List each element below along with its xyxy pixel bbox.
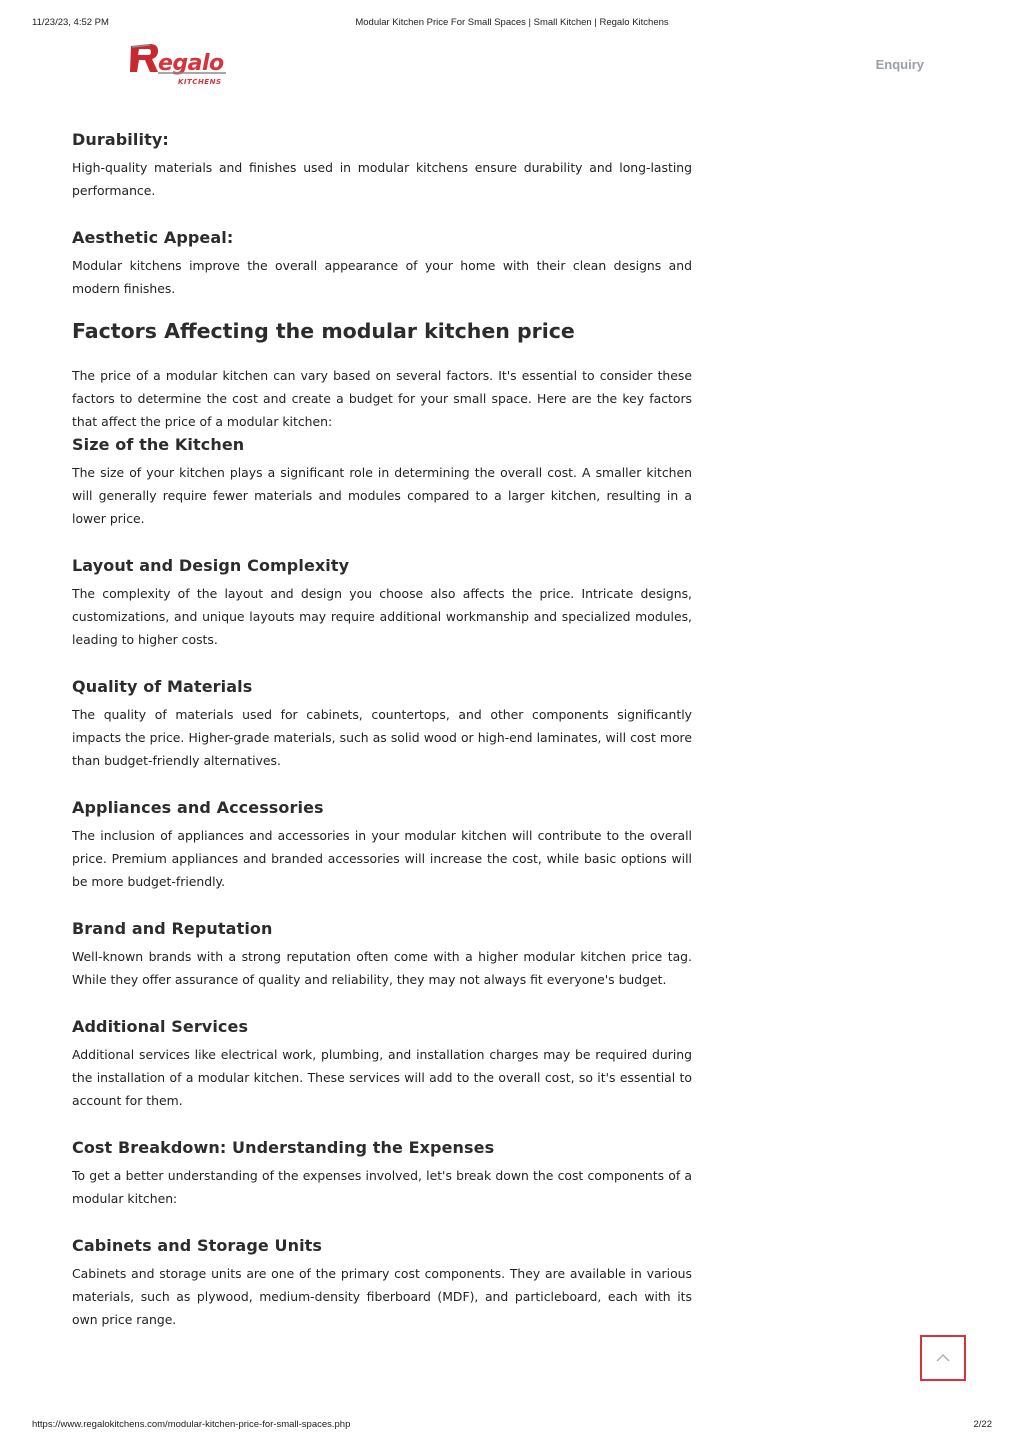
cost-breakdown [72, 1136, 692, 1210]
print-datetime: 11/23/23, 4:52 PM [32, 17, 109, 28]
section-text: High-quality materials and finishes used in modular kitchens ensure durability and long-lasting performance. [72, 160, 692, 198]
section-text: Modular kitchens improve the overall appearance of your home with their clean designs and modern finishes. [72, 258, 692, 296]
factor-brand [72, 917, 692, 991]
section-title: Additional Services [72, 1017, 249, 1036]
section-title: Aesthetic Appeal: [72, 228, 234, 247]
factors-heading: Factors Affecting the modular kitchen price [72, 319, 575, 343]
print-page-number: 2/22 [973, 1419, 992, 1430]
print-url: https://www.regalokitchens.com/modular-kitchen-price-for-small-spaces.php [32, 1419, 351, 1430]
svg-text:KITCHENS: KITCHENS [178, 78, 222, 86]
section-title: Appliances and Accessories [72, 798, 324, 817]
print-header [32, 17, 992, 31]
section-title: Cabinets and Storage Units [72, 1236, 323, 1255]
section-text: Additional services like electrical work, plumbing, and installation charges may be required during the installation of a modular kitchen. These services will add to the overall cost, so it's essential to account for them. [72, 1047, 692, 1108]
benefit-durability [72, 128, 692, 202]
factor-materials [72, 675, 692, 772]
section-text: The quality of materials used for cabinets, countertops, and other components significantly impacts the price. Higher-grade materials, such as solid wood or high-end laminates, will cost more than budget-friendly alternatives. [72, 707, 692, 768]
chevron-up-icon [935, 1353, 951, 1363]
article-content [72, 128, 692, 1355]
section-title: Cost Breakdown: Understanding the Expenses [72, 1138, 495, 1157]
section-title: Quality of Materials [72, 677, 253, 696]
section-text: The size of your kitchen plays a significant role in determining the overall cost. A smaller kitchen will generally require fewer materials and modules compared to a larger kitchen, resulting in a lower price. [72, 465, 692, 526]
svg-text:egalo: egalo [158, 51, 224, 76]
print-page-title: Modular Kitchen Price For Small Spaces | Small Kitchen | Regalo Kitchens [355, 17, 669, 28]
regalo-kitchens-logo[interactable] [128, 40, 232, 90]
section-title: Layout and Design Complexity [72, 556, 350, 575]
section-text: Well-known brands with a strong reputation often come with a higher modular kitchen price tag. While they offer assurance of quality and reliability, they may not always fit everyone's budget. [72, 949, 692, 987]
section-title: Durability: [72, 130, 169, 149]
factor-additional-services [72, 1015, 692, 1112]
section-title: Size of the Kitchen [72, 435, 245, 454]
print-footer [32, 1419, 992, 1433]
cost-cabinets [72, 1234, 692, 1331]
factor-layout [72, 554, 692, 651]
enquiry-link[interactable]: Enquiry [875, 57, 924, 72]
scroll-to-top-button[interactable] [920, 1335, 966, 1381]
section-text: To get a better understanding of the expenses involved, let's break down the cost components of a modular kitchen: [72, 1168, 692, 1206]
factor-appliances [72, 796, 692, 893]
section-text: The inclusion of appliances and accessories in your modular kitchen will contribute to the overall price. Premium appliances and branded accessories will increase the cost, while basic options will be more budget-friendly. [72, 828, 692, 889]
logo-graphic [128, 40, 232, 90]
benefit-aesthetic-appeal [72, 226, 692, 300]
factor-size [72, 433, 692, 530]
factors-intro: The price of a modular kitchen can vary based on several factors. It's essential to consider these factors to determine the cost and create a budget for your small space. Here are the key factors that affect the price of a modular kitchen: [72, 368, 692, 429]
section-text: Cabinets and storage units are one of the primary cost components. They are available in various materials, such as plywood, medium-density fiberboard (MDF), and particleboard, each with its own price range. [72, 1266, 692, 1327]
section-title: Brand and Reputation [72, 919, 273, 938]
section-text: The complexity of the layout and design you choose also affects the price. Intricate designs, customizations, and unique layouts may require additional workmanship and specialized modules, leading to higher costs. [72, 586, 692, 647]
